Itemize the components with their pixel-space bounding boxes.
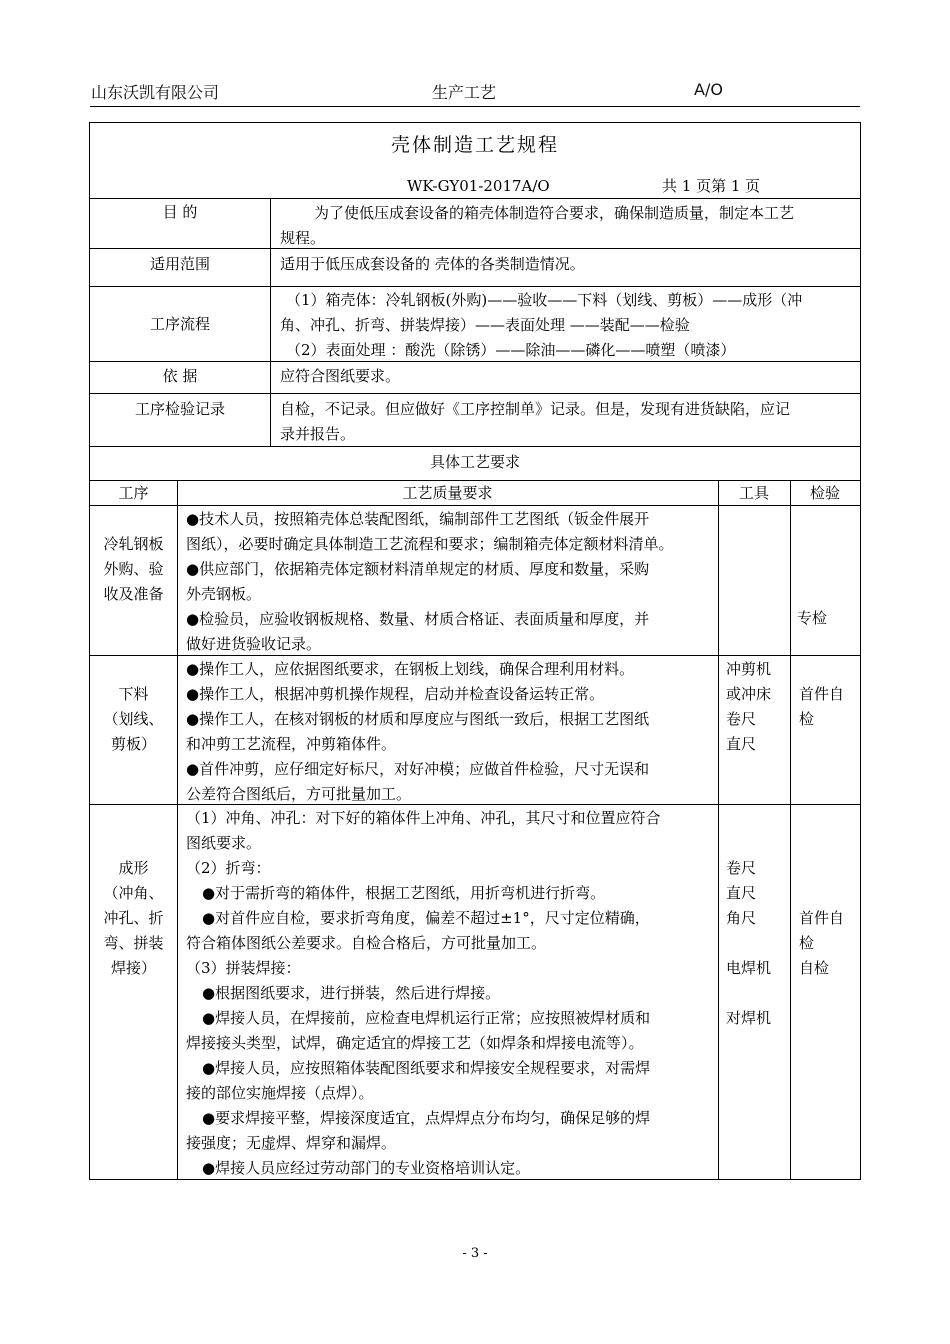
basis-label: 依 据	[162, 367, 198, 385]
inspection-cell: 首件自 检 自检	[799, 909, 845, 977]
row-divider	[90, 286, 860, 287]
record-text: 自检，不记录。但应做好《工序控制单》记录。但是，发现有进货缺陷，应记 录并报告。	[280, 400, 791, 443]
scope-text: 适用于低压成套设备的 壳体的各类制造情况。	[280, 255, 585, 273]
scope-label: 适用范围	[149, 255, 210, 273]
requirements-cell: ●技术人员，按照箱壳体总装配图纸，编制部件工艺图纸（钣金件展开 图纸），必要时确定具体制造工艺流程和要求；编制箱壳体定额材料清单。 ●供应部门，依据箱壳体定额材料清单规定的材质、厚度和数量，采购 外壳钢板。 ●检验员，应验收钢板规格、数量、材质合格证、表面质量和厚度，并 做好进货验收记录。	[186, 510, 674, 653]
col-header-step: 工序	[118, 484, 149, 502]
header-divider	[90, 106, 860, 107]
step-cell: 下料 （划线、 剪板）	[103, 685, 164, 753]
col-header-tools: 工具	[738, 484, 769, 502]
doc-code: WK-GY01-2017A/O	[407, 177, 550, 195]
step-cell: 冷轧钢板 外购、验 收及准备	[103, 535, 164, 603]
purpose-text: 为了使低压成套设备的箱壳体制造符合要求，确保制造质量，制定本工艺 规程。	[280, 204, 795, 247]
column-divider	[718, 480, 719, 1179]
flow-label: 工序流程	[149, 315, 210, 333]
basis-text: 应符合图纸要求。	[280, 367, 401, 385]
inspection-cell: 专检	[797, 609, 828, 627]
page-number: - 3 -	[462, 1246, 488, 1261]
document-title: 壳体制造工艺规程	[390, 134, 559, 156]
page-info: 共 1 页第 1 页	[662, 177, 761, 195]
column-divider	[177, 480, 178, 1179]
flow-text: （1）箱壳体：冷轧钢板(外购)——验收——下料（划线、剪板）——成形（冲 角、冲孔、折弯、拼装焊接）——表面处理 ——装配——检验 （2）表面处理 ：酸洗（除锈）——除油——磷化——喷塑（喷漆）	[280, 291, 803, 359]
company-name: 山东沃凯有限公司	[91, 83, 220, 102]
step-cell: 成形 （冲角、 冲孔、折 弯、拼装 焊接）	[103, 859, 164, 977]
purpose-label: 目 的	[162, 203, 198, 221]
col-header-requirements: 工艺质量要求	[402, 484, 493, 502]
doc-category: 生产工艺	[432, 83, 497, 102]
requirements-cell: （1）冲角、冲孔：对下好的箱体件上冲角、冲孔，其尺寸和位置应符合 图纸要求。 （2）折弯： ●对于需折弯的箱体件，根据工艺图纸，用折弯机进行折弯。 ●对首件应自检，要求折弯角度，偏差不超过±1°，尺寸定位精确， 符合箱体图纸公差要求。自检合格后，方可批量加工。 （3）拼装焊接： ●根据图纸要求，进行拼装，然后进行焊接。 ●焊接人员，在焊接前，应检查电焊机运行正常；应按照被焊材质和 焊接接头类型，试焊，确定适宜的焊接工艺（如焊条和焊接电流等）。 ●焊接人员，应按照箱体装配图纸要求和焊接安全规程要求，对需焊 接的部位实施焊接（点焊）。 ●要求焊接平整，焊接深度适宜，点焊焊点分布均匀，确保足够的焊 接强度；无虚焊、焊穿和漏焊。 ●焊接人员应经过劳动部门的专业资格培训认定。	[186, 809, 661, 1177]
tools-cell: 卷尺 直尺 角尺 电焊机 对焊机	[726, 859, 772, 1027]
revision: A/O	[694, 80, 723, 99]
row-divider	[90, 393, 860, 394]
record-label: 工序检验记录	[134, 400, 225, 418]
inspection-cell: 首件自 检	[799, 685, 845, 728]
requirements-cell: ●操作工人，应依据图纸要求，在钢板上划线，确保合理利用材料。 ●操作工人，根据冲剪机操作规程，启动并检查设备运转正常。 ●操作工人，在核对钢板的材质和厚度应与图纸一致后，根据工艺图纸 和冲剪工艺流程，冲剪箱体件。 ●首件冲剪，应仔细定好标尺，对好冲模；应做首件检验，尺寸无误和 公差符合图纸后，方可批量加工。	[186, 660, 650, 803]
tools-cell: 冲剪机 或冲床 卷尺 直尺	[726, 660, 772, 753]
section-title: 具体工艺要求	[429, 453, 520, 471]
column-divider	[790, 480, 791, 1179]
column-divider	[270, 198, 271, 446]
col-header-inspection: 检验	[809, 484, 840, 502]
